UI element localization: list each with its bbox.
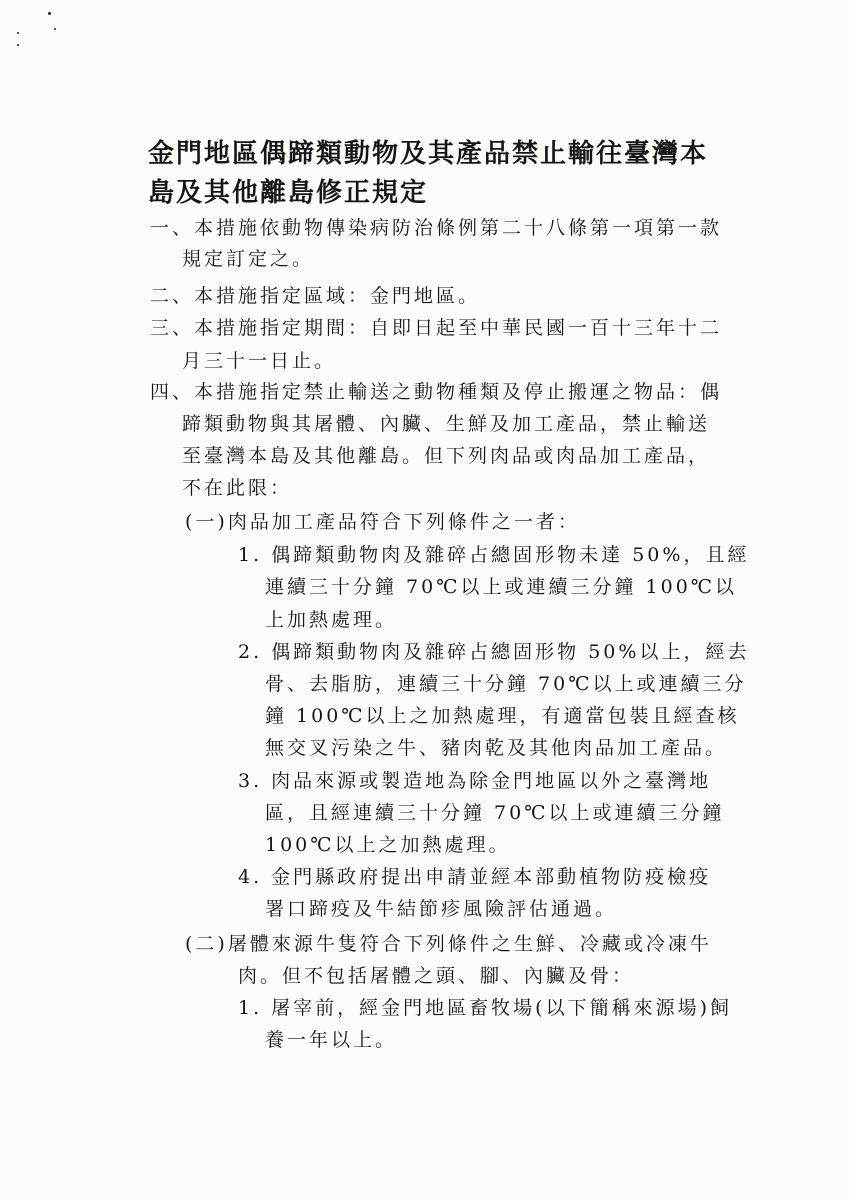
item-line: 上加熱處理。 (265, 609, 398, 631)
subclause-2-line: (二)屠體來源牛隻符合下列條件之生鮮、冷藏或冷凍牛 (185, 933, 712, 955)
item-line: 無交叉污染之牛、豬肉乾及其他肉品加工產品。 (265, 737, 728, 759)
clause-4-line: 蹄類動物與其屠體、內臟、生鮮及加工產品，禁止輸送 (182, 413, 711, 435)
clause-4-line: 至臺灣本島及其他離島。但下列肉品或肉品加工產品， (182, 445, 711, 467)
scan-speck (17, 32, 19, 34)
subclause-2-line: 肉。但不包括屠體之頭、腳、內臟及骨： (238, 965, 635, 987)
item-line: 養一年以上。 (265, 1029, 398, 1051)
item-line: 連續三十分鐘 70℃以上或連續三分鐘 100℃以 (265, 576, 738, 598)
clause-4-line: 四、本措施指定禁止輸送之動物種類及停止搬運之物品：偶 (150, 381, 723, 403)
item-line: 骨、去脂肪，連續三十分鐘 70℃以上或連續三分 (265, 673, 747, 695)
scan-speck (54, 28, 56, 30)
scan-speck (48, 12, 51, 15)
item-line: 區，且經連續三十分鐘 70℃以上或連續三分鐘 (265, 802, 725, 824)
subclause-1-line: (一)肉品加工產品符合下列條件之一者： (185, 511, 580, 533)
item-line: 1. 偶蹄類動物肉及雜碎占總固形物未達 50%，且經 (238, 544, 750, 566)
clause-2-line: 二、本措施指定區域：金門地區。 (150, 285, 481, 307)
document-title-line: 島及其他離島修正規定 (148, 178, 429, 208)
item-line: 3. 肉品來源或製造地為除金門地區以外之臺灣地 (238, 770, 712, 792)
clause-4-line: 不在此限： (182, 477, 293, 499)
item-line: 1. 屠宰前，經金門地區畜牧場(以下簡稱來源場)飼 (238, 997, 732, 1019)
item-line: 署口蹄疫及牛結節疹風險評估通過。 (265, 898, 618, 920)
clause-3-line: 月三十一日止。 (182, 350, 337, 372)
item-line: 鐘 100℃以上之加熱處理，有適當包裝且經查核 (265, 705, 740, 727)
item-line: 2. 偶蹄類動物肉及雜碎占總固形物 50%以上，經去 (238, 641, 750, 663)
item-line: 100℃以上之加熱處理。 (265, 834, 511, 856)
item-line: 4. 金門縣政府提出申請並經本部動植物防疫檢疫 (238, 866, 712, 888)
clause-3-line: 三、本措施指定期間：自即日起至中華民國一百十三年十二 (150, 317, 723, 339)
scan-speck (17, 44, 19, 46)
clause-1-line: 一、本措施依動物傳染病防治條例第二十八條第一項第一款 (150, 217, 723, 239)
document-title-line: 金門地區偶蹄類動物及其產品禁止輸往臺灣本 (148, 139, 709, 169)
clause-1-line: 規定訂定之。 (182, 248, 315, 270)
